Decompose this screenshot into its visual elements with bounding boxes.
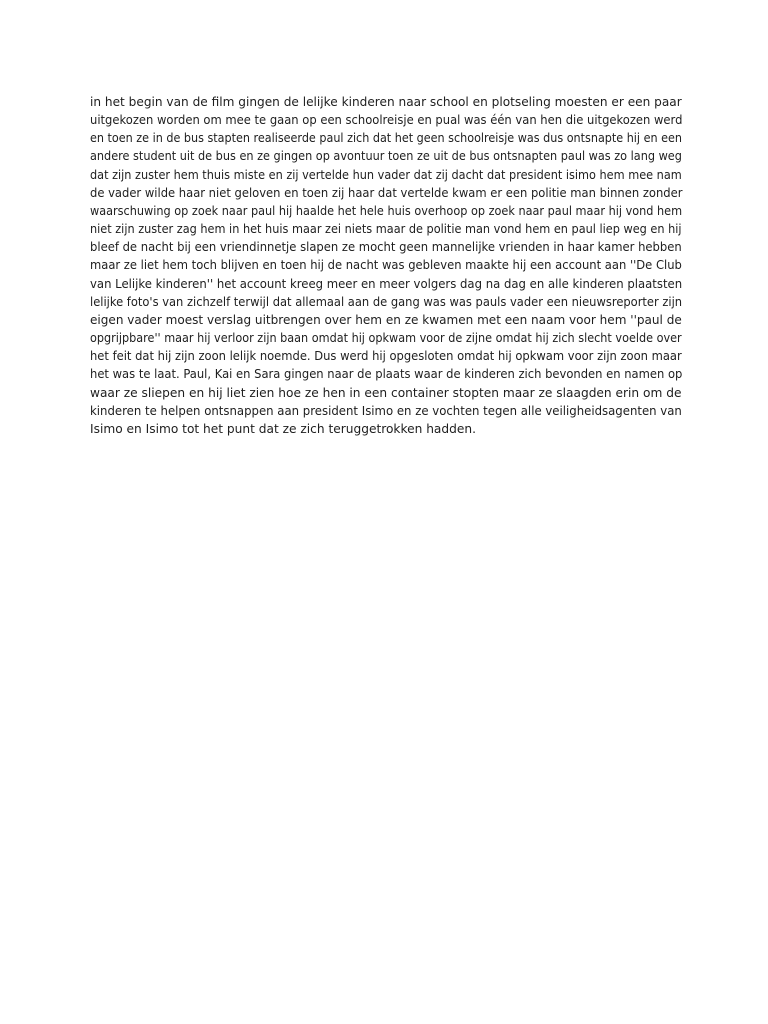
text-line-9: bleef de nacht bij een vriendinnetje slapen ze mocht geen mannelijke vrienden in haar kamer hebben — [90, 240, 682, 255]
text-line-15: het feit dat hij zijn zoon lelijk noemde. Dus werd hij opgesloten omdat hij opkwam voor zijn zoon maar — [90, 349, 682, 364]
text-line-14: opgrijpbare'' maar hij verloor zijn baan omdat hij opkwam voor de zijne omdat hij zich slecht voelde over — [90, 331, 682, 346]
text-line-5: dat zijn zuster hem thuis miste en zij vertelde hun vader dat zij dacht dat president isimo hem mee nam — [90, 167, 682, 182]
text-line-6: de vader wilde haar niet geloven en toen zij haar dat vertelde kwam er een politie man binnen zonder — [90, 185, 683, 200]
text-line-10: maar ze liet hem toch blijven en toen hij de nacht was gebleven maakte hij een account aan ''De Club — [90, 258, 682, 273]
text-line-7: waarschuwing op zoek naar paul hij haalde het hele huis overhoop op zoek naar paul maar hij vond hem — [90, 203, 683, 218]
body-paragraph — [90, 93, 682, 438]
text-line-2: uitgekozen worden om mee te gaan op een schoolreisje en pual was één van hen die uitgekozen werd — [90, 113, 683, 128]
text-line-17: waar ze sliepen en hij liet zien hoe ze hen in een container stopten maar ze slaagden erin om de — [90, 385, 682, 400]
text-line-8: niet zijn zuster zag hem in het huis maar zei niets maar de politie man vond hem en paul liep weg en hij — [90, 222, 682, 237]
text-line-16: het was te laat. Paul, Kai en Sara gingen naar de plaats waar de kinderen zich bevonden en namen op — [90, 367, 683, 382]
text-line-13: eigen vader moest verslag uitbrengen over hem en ze kwamen met een naam voor hem ''paul de — [90, 312, 682, 327]
text-line-1: in het begin van de film gingen de lelijke kinderen naar school en plotseling moesten er een paar — [90, 95, 682, 109]
text-line-11: van Lelijke kinderen'' het account kreeg meer en meer volgers dag na dag en alle kinderen plaatsten — [90, 276, 683, 291]
text-line-19: Isimo en Isimo tot het punt dat ze zich teruggetrokken hadden. — [90, 421, 476, 436]
text-line-18: kinderen te helpen ontsnappen aan president Isimo en ze vochten tegen alle veiligheidsagenten van — [90, 403, 682, 418]
text-line-12: lelijke foto's van zichzelf terwijl dat allemaal aan de gang was was pauls vader een nieuwsreporter zijn — [90, 294, 683, 309]
text-line-4: andere student uit de bus en ze gingen op avontuur toen ze uit de bus ontsnapten paul was zo lang weg — [90, 149, 682, 164]
text-line-3: en toen ze in de bus stapten realiseerde paul zich dat het geen schoolreisje was dus ontsnapte hij en een — [90, 131, 682, 146]
